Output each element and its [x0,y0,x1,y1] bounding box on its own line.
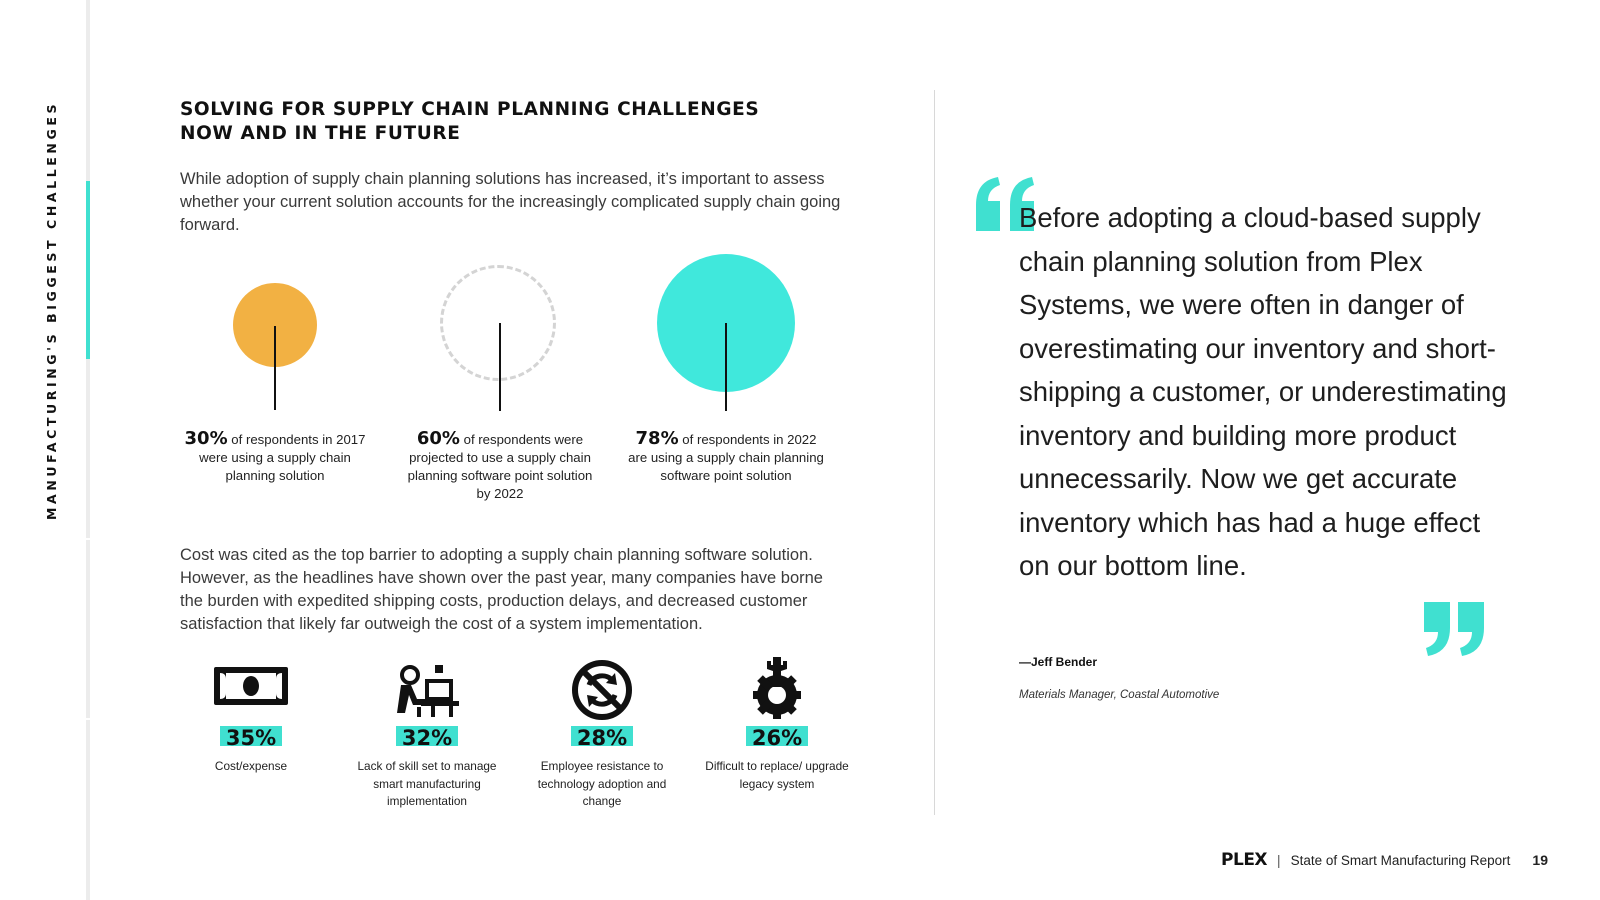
barrier-legacy [692,655,862,793]
barrier-percent: 26% [746,726,808,746]
stat-text: of respondents were projected to use a supply chain planning software point solution by 2022 [407,432,593,501]
side-rail-divider [86,538,90,540]
stat-stem [499,323,501,411]
barrier-percent: 28% [571,726,633,746]
section-label: MANUFACTURING'S BIGGEST CHALLENGES [44,100,59,520]
barrier-label: Lack of skill set to manage smart manufacturing implementation [357,759,497,808]
stat-caption [175,430,375,485]
stat-caption [400,430,600,503]
worker-desk-icon [387,655,467,725]
quote-author-title: Materials Manager, Coastal Automotive [1019,689,1220,701]
stat-text: of respondents in 2022 are using a supply chain planning software point solution [628,432,824,483]
page-number: 19 [1532,852,1548,868]
intro-paragraph: While adoption of supply chain planning solutions has increased, it’s important to assess whether your current solution accounts for the increasingly complicated supply chain going forward. [180,170,841,234]
stat-2022-projected [400,253,600,508]
barrier-cost [166,655,336,776]
side-rail-active-marker [86,181,90,359]
stat-text: of respondents in 2017 were using a supply chain planning solution [199,432,366,483]
report-title: State of Smart Manufacturing Report [1290,852,1511,868]
quote-author: —Jeff Bender [1019,655,1098,669]
stat-stem [274,326,276,410]
stat-caption [626,430,826,485]
plex-logo: PLEX [1221,850,1268,870]
close-quote-icon [1418,600,1488,658]
barrier-label: Employee resistance to technology adoption and change [537,759,667,808]
footer-separator: | [1277,852,1281,868]
cost-paragraph: Cost was cited as the top barrier to adopting a supply chain planning software solution. However, as the headlines have shown over the past year, many companies have borne the burden with expedited shipping costs, production delays, and decreased customer satisfaction that likely far outweigh the cost of a system implementation. [180,546,823,633]
stat-percent: 78% [635,428,679,449]
page-footer [1221,850,1548,870]
side-rail [86,0,90,900]
page-title: SOLVING FOR SUPPLY CHAIN PLANNING CHALLENGES NOW AND IN THE FUTURE [180,99,760,144]
barrier-percent: 35% [220,726,282,746]
stat-circle [440,265,556,381]
barrier-resistance [517,655,687,811]
barrier-skills [342,655,512,811]
money-bill-icon [211,655,291,725]
testimonial-quote: Before adopting a cloud-based supply chain planning solution from Plex Systems, we were often in danger of overestimating our inventory and short-shipping a customer, or underestimating inventory and building more product unnecessarily. Now we get accurate inventory which has had a huge effect on our bottom line. [1019,202,1507,581]
stat-stem [725,323,727,411]
barrier-label: Cost/expense [214,759,288,773]
wrench-gear-icon [737,655,817,725]
stat-percent: 60% [416,428,460,449]
stat-2022 [626,253,826,508]
barrier-label: Difficult to replace/ upgrade legacy system [705,759,849,791]
barrier-percent: 32% [396,726,458,746]
stat-2017 [175,253,375,508]
column-divider [934,90,935,815]
side-rail-divider [86,718,90,720]
stat-percent: 30% [184,428,228,449]
no-change-icon [562,655,642,725]
